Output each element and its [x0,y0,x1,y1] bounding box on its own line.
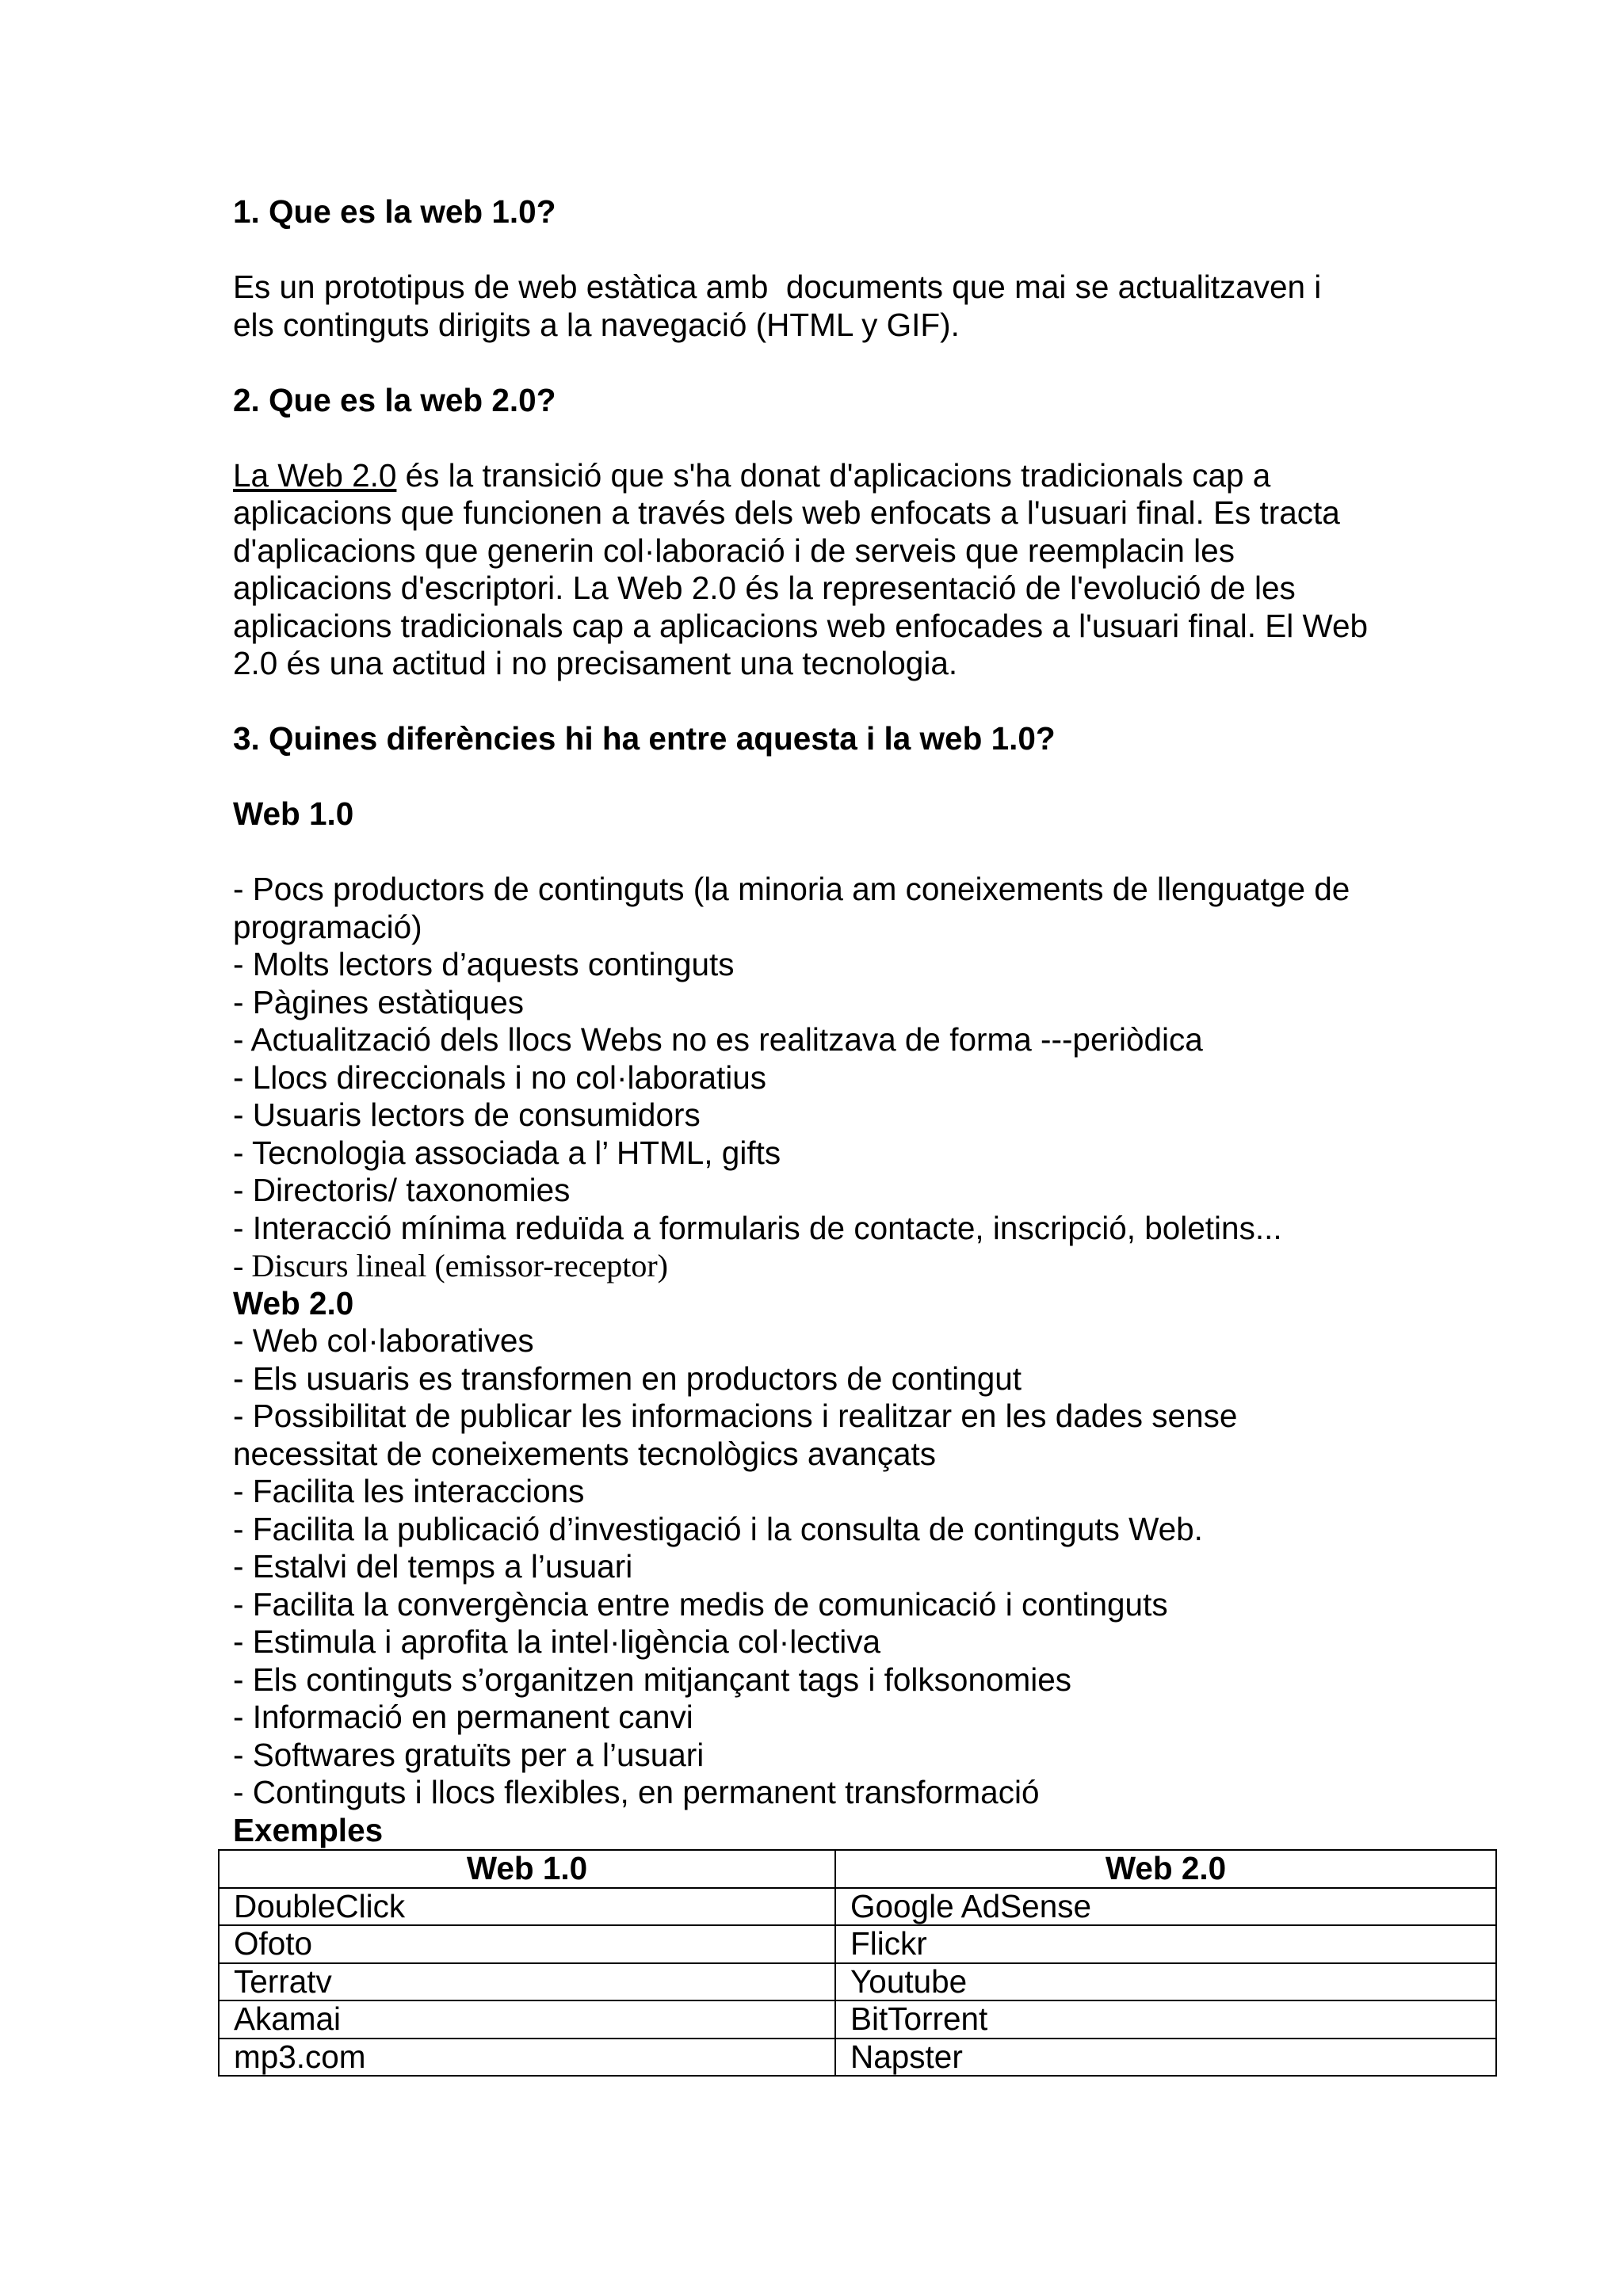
examples-table [218,1849,1497,2077]
list-item: - Llocs direccionals i no col·laboratius [233,1058,767,1096]
list-item: - Actualització dels llocs Webs no es realitzava de forma ---periòdica [233,1021,1203,1058]
examples-title: Exemples [233,1811,384,1848]
table-row [219,2000,1496,2039]
spacer [233,344,1501,382]
spacer [233,683,1501,721]
list-item: - Discurs lineal (emissor-receptor) [233,1248,668,1283]
text-line: aplicacions que funcionen a través dels web enfocats a l'usuari final. Es tracta [233,494,1340,531]
table-cell: BitTorrent [835,2000,1496,2039]
text-line: aplicacions d'escriptori. La Web 2.0 és la representació de l'evolució de les [233,570,1296,606]
list-item: - Facilita la convergència entre medis de comunicació i continguts [233,1585,1168,1623]
list-item: - Pàgines estàtiques [233,983,524,1020]
text-line: d'aplicacions que generin col·laboració i de serveis que reemplacin les [233,532,1235,569]
list-item: programació) [233,908,422,945]
table-row [219,1963,1496,2001]
table-cell: Napster [835,2039,1496,2077]
web2-list [233,1322,1501,1812]
list-item: - Informació en permanent canvi [233,1699,693,1735]
text-line [233,457,1501,495]
table-cell: Akamai [219,2000,835,2039]
list-item: - Continguts i llocs flexibles, en permanent transformació [233,1774,1040,1810]
q2-heading: 2. Que es la web 2.0? [233,381,556,418]
web2-title: Web 2.0 [233,1284,354,1322]
table-cell: DoubleClick [219,1888,835,1926]
table-cell: Flickr [835,1925,1496,1963]
list-item: - Usuaris lectors de consumidors [233,1097,701,1133]
q2-answer [233,457,1501,683]
text-fragment: és la transició que s'ha donat d'aplicacions tradicionals cap a [396,456,1271,494]
table-cell: Youtube [835,1963,1496,2001]
table-row [219,2039,1496,2077]
text-line: els continguts dirigits a la navegació (HTML y GIF). [233,306,960,343]
list-item: - Possibilitat de publicar les informacions i realitzar en les dades sense [233,1398,1238,1434]
list-item: - Els usuaris es transformen en productors de contingut [233,1360,1022,1397]
text-line: aplicacions tradicionals cap a aplicacions web enfocades a l'usuari final. El Web [233,607,1369,644]
list-item: - Web col·laboratives [233,1322,534,1359]
q1-heading: 1. Que es la web 1.0? [233,193,556,230]
list-item: - Interacció mínima reduïda a formularis de contacte, inscripció, boletins... [233,1209,1282,1246]
list-item: - Pocs productors de continguts (la minoria am coneixements de llenguatge de [233,871,1350,907]
list-item: - Directoris/ taxonomies [233,1172,571,1208]
list-item: - Tecnologia associada a l’ HTML, gifts [233,1134,781,1171]
web20-link[interactable]: La Web 2.0 [233,456,397,494]
table-cell: mp3.com [219,2039,835,2077]
text-line: Es un prototipus de web estàtica amb documents que mai se actualitzaven i [233,269,1322,305]
q1-answer [233,269,1501,344]
list-item: necessitat de coneixements tecnològics avançats [233,1435,937,1472]
list-item: - Facilita les interaccions [233,1473,585,1509]
web1-title: Web 1.0 [233,795,354,832]
table-cell: Google AdSense [835,1888,1496,1926]
table-cell: Terratv [219,1963,835,2001]
list-item: - Softwares gratuïts per a l’usuari [233,1736,705,1773]
column-header-web2: Web 2.0 [835,1850,1496,1888]
q3-heading: 3. Quines diferències hi ha entre aquesta i la web 1.0? [233,720,1056,757]
list-item: - Els continguts s’organitzen mitjançant tags i folksonomies [233,1661,1072,1698]
column-header-web1: Web 1.0 [219,1850,835,1888]
text-line: 2.0 és una actitud i no precisament una tecnologia. [233,645,958,681]
table-row [219,1925,1496,1963]
web1-list [233,871,1501,1285]
spacer [233,419,1501,457]
table-header-row [219,1850,1496,1888]
table-cell: Ofoto [219,1925,835,1963]
spacer [233,758,1501,796]
list-item: - Facilita la publicació d’investigació i la consulta de continguts Web. [233,1510,1203,1547]
list-item: - Estalvi del temps a l’usuari [233,1548,633,1585]
document-body [233,193,1501,2077]
table-row [219,1888,1496,1926]
spacer [233,231,1501,269]
spacer [233,833,1501,871]
list-item: - Molts lectors d’aquests continguts [233,946,735,982]
list-item: - Estimula i aprofita la intel·ligència col·lectiva [233,1623,881,1660]
